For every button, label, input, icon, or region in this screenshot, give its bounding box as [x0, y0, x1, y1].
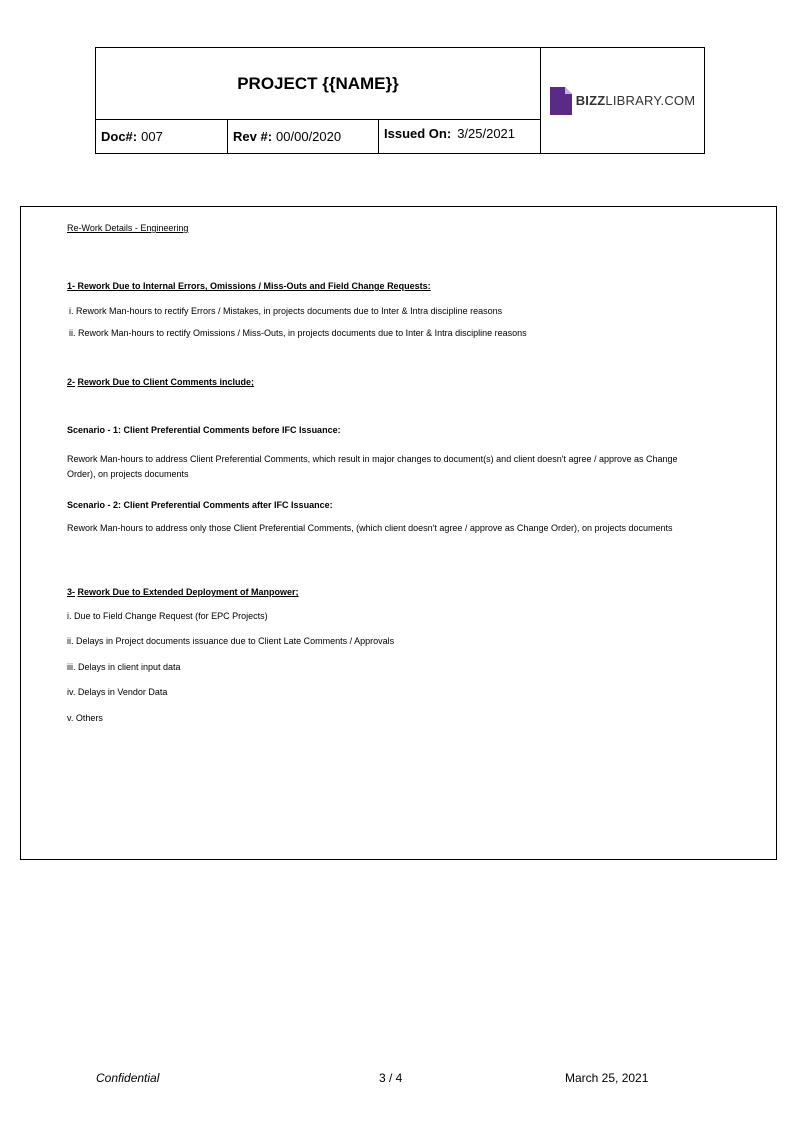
- document-logo-icon: [550, 87, 572, 115]
- section1-item-2: ii. Rework Man-hours to rectify Omissions / Miss-Outs, in projects documents due to Inter & Intra discipline reasons: [69, 328, 527, 338]
- revision-value: 00/00/2020: [276, 129, 342, 144]
- revision-cell: [228, 120, 379, 153]
- project-title: PROJECT {{NAME}}: [96, 48, 541, 120]
- document-header-table: [95, 47, 705, 154]
- bizzlibrary-logo: [550, 87, 696, 115]
- section3-item-5: v. Others: [67, 713, 103, 723]
- logo-text: BIZZLIBRARY.COM: [575, 93, 696, 108]
- section3-number: 3-: [67, 587, 76, 597]
- doc-number-label: Doc#:: [101, 129, 138, 144]
- section3-item-1: i. Due to Field Change Request (for EPC Projects): [67, 611, 268, 621]
- footer-date: March 25, 2021: [565, 1071, 649, 1085]
- logo-cell: [541, 48, 704, 153]
- scenario1-title: Scenario - 1: Client Preferential Comments before IFC Issuance:: [67, 425, 341, 435]
- section-heading: Re-Work Details - Engineering: [67, 223, 189, 233]
- issued-on-label: Issued On:: [384, 126, 452, 141]
- scenario2-title: Scenario - 2: Client Preferential Comments after IFC Issuance:: [67, 500, 333, 510]
- section3-title-text: Rework Due to Extended Deployment of Manpower;: [77, 587, 299, 597]
- section1-item-1: i. Rework Man-hours to rectify Errors / Mistakes, in projects documents due to Inter & Intra discipline reasons: [69, 306, 503, 316]
- section1-title: 1- Rework Due to Internal Errors, Omissions / Miss-Outs and Field Change Requests:: [67, 281, 431, 291]
- footer-page-number: 3 / 4: [379, 1071, 403, 1085]
- rework-details-box: [20, 206, 777, 860]
- revision-label: Rev #:: [233, 129, 273, 144]
- section2-number: 2-: [67, 377, 76, 387]
- issued-on-value: 3/25/2021: [457, 126, 516, 141]
- doc-number-value: 007: [141, 129, 163, 144]
- section2-title-text: Rework Due to Client Comments include;: [77, 377, 255, 387]
- section2-title: [67, 377, 254, 387]
- scenario2-text: Rework Man-hours to address only those Client Preferential Comments, (which client doesn't agree / approve as Change Order), on projects documents: [67, 523, 673, 533]
- section3-title: [67, 587, 299, 597]
- section3-item-3: iii. Delays in client input data: [67, 662, 181, 672]
- scenario1-text: Rework Man-hours to address Client Preferential Comments, which result in major changes to document(s) and client doesn't agree / approve as Change Order), on projects documents: [67, 454, 678, 479]
- section3-item-2: ii. Delays in Project documents issuance due to Client Late Comments / Approvals: [67, 636, 395, 646]
- footer-confidential: Confidential: [96, 1071, 160, 1085]
- issued-on-cell: [379, 120, 541, 153]
- section3-item-4: iv. Delays in Vendor Data: [67, 687, 168, 697]
- doc-number-cell: [96, 120, 228, 153]
